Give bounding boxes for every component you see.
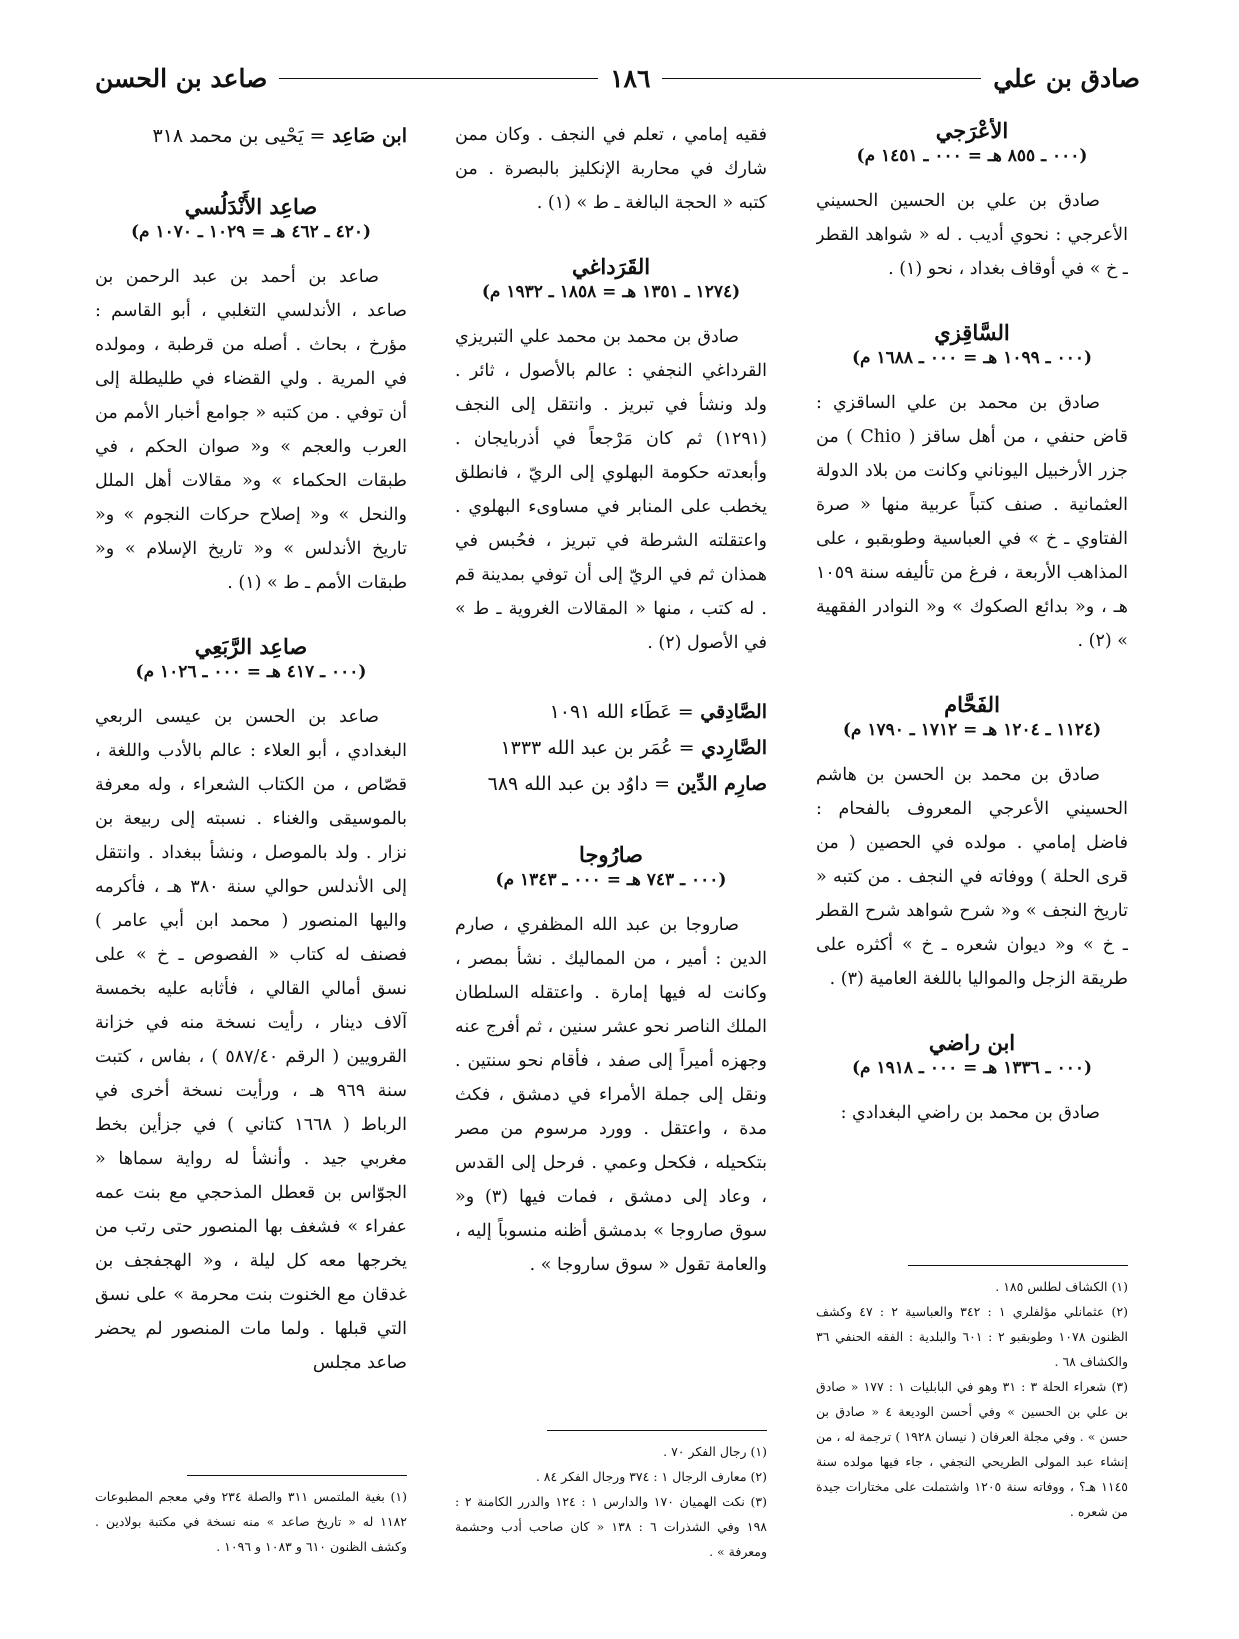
entry-dates: (٠٠٠ ـ ١٣٣٦ هـ = ٠٠٠ ـ ١٩١٨ م): [851, 1058, 1093, 1078]
entry-dates: (٠٠٠ ـ ١٠٩٩ هـ = ٠٠٠ ـ ١٦٨٨ م): [851, 348, 1093, 368]
footnote-rule: [187, 1475, 407, 1476]
xref-target: = داوُد بن عبد الله ٦٨٩: [487, 773, 671, 795]
entry: [816, 118, 1128, 286]
entry-body: صاعد بن أحمد بن عبد الرحمن بن صاعد ، الأندلسي التغلبي ، أبو القاسم : مؤرخ ، بحاث . أصله من قرطبة ، ومولده في المرية . ولي القضاء في طليطلة إلى أن توفي . من كتبه « جوامع أخبار الأمم من العرب والعجم » و« صوان الحكم ، في طبقات الحكماء » و« مقالات أهل الملل والنحل » و« إصلاح حركات النجوم » و« تاريخ الأندلس » و« تاريخ الإسلام » و« طبقات الأمم ـ ط » (١) .: [95, 267, 407, 593]
footnotes-right: [816, 1265, 1128, 1524]
entry-name: ابن راضي: [928, 1030, 1016, 1055]
cross-reference: [455, 766, 767, 802]
footnote: (٢) عثمانلي مؤلفلري ١ : ٣٤٢ والعباسية ٢ : ٤٧ وكشف الظنون ١٠٧٨ وطوبقبو ٢ : ٦٠١ والبلدية : الفقه الحنفي ٣٦ والكشاف ٦٨ .: [816, 1304, 1129, 1369]
entry-continuation: [455, 118, 767, 220]
cross-reference: [455, 730, 767, 766]
entry-body: فقيه إمامي ، تعلم في النجف . وكان ممن شارك في محاربة الإنكليز بالبصرة . من كتبه « الحجة البالغة ـ ط » (١) .: [455, 125, 767, 213]
entry-dates: (١١٢٤ ـ ١٢٠٤ هـ = ١٧١٢ ـ ١٧٩٠ م): [842, 720, 1102, 740]
cross-references: [455, 694, 767, 802]
entry-name: الفَحَّام: [944, 692, 1000, 717]
footnote: (٢) معارف الرجال ١ : ٣٧٤ ورجال الفكر ٨٤ .: [535, 1469, 767, 1484]
xref-head: ابن صَاعِد: [332, 125, 407, 147]
entry-name: صاعِد الأَنْدَلُسي: [184, 194, 318, 219]
xref-head: الصَّادِقي: [700, 701, 767, 723]
running-head-left: صاعد بن الحسن: [95, 63, 268, 93]
cross-reference: [455, 694, 767, 730]
column-middle: [455, 118, 767, 1488]
entry: [95, 634, 407, 1380]
entry: [816, 692, 1128, 996]
xref-target: = عُمَر بن عبد الله ١٣٣٣: [500, 737, 695, 759]
entry-dates: (٠٠٠ ـ ٧٤٣ هـ = ٠٠٠ ـ ١٣٤٣ م): [495, 870, 727, 890]
xref-head: صارِم الدِّين: [676, 773, 767, 795]
footnote: (٣) شعراء الحلة ٣ : ٣١ وهو في البابليات ١ : ١٧٧ « صادق بن علي بن الحسين » وفي أحسن الوديعة ٤ « صادق بن حسن » . وفي مجلة العرفان ( نيسان ١٩٢٨ ) ترجمة له ، من إنشاء عبد المولى الطريحي النجفي ، جاء فيها مولده سنة ١١٤٥ هـ؟ ، ووفاته سنة ١٢٠٥ واشتملت على مختارات جيدة من شعره .: [816, 1379, 1129, 1519]
entry-dates: (٠٠٠ ـ ٨٥٥ هـ = ٠٠٠ ـ ١٤٥١ م): [856, 146, 1088, 166]
entry: [95, 194, 407, 600]
entry-name: صاعِد الرَّبَعِي: [194, 634, 308, 659]
footnotes-middle: [455, 1430, 767, 1564]
entry-dates: (١٢٧٤ ـ ١٣٥١ هـ = ١٨٥٨ ـ ١٩٣٢ م): [481, 282, 741, 302]
entry-body: صاعد بن الحسن بن عيسى الربعي البغدادي ، أبو العلاء : عالم بالأدب واللغة ، قصّاص ، من الكتاب الشعراء ، وله معرفة بالموسيقى والغناء . نسبته إلى ربيعة بن نزار . ولد بالموصل ، ونشأ ببغداد . وانتقل إلى الأندلس حوالي سنة ٣٨٠ هـ ، فأكرمه واليها المنصور ( محمد ابن أبي عامر ) فصنف له كتاب « الفصوص ـ خ » على نسق أمالي القالي ، فأثابه عليه بخمسة آلاف دينار ، رأيت نسخة منه في خزانة القرويين ( الرقم ٥٨٧/٤٠ ) ، بفاس ، كتبت سنة ٩٦٩ هـ ، ورأيت نسخة أخرى في الرباط ( ١٦٦٨ كتاني ) في جزأين بخط مغربي جيد . وأنشأ له رواية سماها « الجوّاس بن قعطل المذحجي مع بنت عمه عفراء » فشغف بها المنصور حتى رتب من يخرجها معه كل ليلة ، و« الهجفجف بن غدقان مع الخنوت بنت محرمة » على نسق التي قبلها . ولما مات المنصور لم يحضر صاعد مجلس: [95, 707, 407, 1373]
entry-body: صاروجا بن عبد الله المظفري ، صارم الدين : أمير ، من المماليك . نشأ بمصر ، وكانت له فيها إمارة . واعتقله السلطان الملك الناصر نحو عشر سنين ، ثم أفرج عنه وجهزه أميراً إلى صفد ، فأقام نحو سنتين . ونقل إلى جملة الأمراء في دمشق ، فكث مدة ، واعتقل . وورد مرسوم من مصر بتكحيله ، فكحل وعمي . فرحل إلى القدس ، وعاد إلى دمشق ، فمات فيها (٣) و« سوق صاروجا » بدمشق أظنه منسوباً إليه ، والعامة تقول « سوق ساروجا » .: [455, 915, 767, 1275]
entry-body: صادق بن محمد بن محمد علي التبريزي القرداغي النجفي : عالم بالأصول ، ثائر . ولد ونشأ في تبريز . وانتقل إلى النجف (١٢٩١) ثم كان مَرْجعاً في أذربايجان . وأبعدته حكومة البهلوي إلى الريّ ، فانطلق يخطب على المنابر في مساوىء البهلوي . واعتقلته الشرطة في تبريز ، فحُبس في همذان ثم في الريّ إلى أن توفي بمدينة قم . له كتب ، منها « المقالات الغروية ـ ط » في الأصول (٢) .: [455, 327, 767, 653]
footnote: (١) رجال الفكر ٧٠ .: [663, 1444, 767, 1459]
xref-head: الصَّارِدي: [701, 737, 767, 759]
entry-dates: (٤٢٠ ـ ٤٦٢ هـ = ١٠٢٩ ـ ١٠٧٠ م): [130, 222, 372, 242]
running-header: [95, 60, 1140, 96]
entry-dates: (٠٠٠ ـ ٤١٧ هـ = ٠٠٠ ـ ١٠٢٦ م): [135, 662, 367, 682]
footnote: (٣) نكت الهميان ١٧٠ والدارس ١ : ١٢٤ والدرر الكامنة ٢ : ١٩٨ وفي الشذرات ٦ : ١٣٨ « كان صاحب أدب وحشمة ومعرفة » .: [455, 1494, 768, 1559]
entry-name: السَّاقِزي: [934, 320, 1010, 345]
footnote-rule: [908, 1265, 1128, 1266]
footnotes-left: [95, 1475, 407, 1559]
cross-reference: [95, 118, 407, 154]
footnote-rule: [547, 1430, 767, 1431]
entry: [455, 842, 767, 1282]
xref-target: = يَحْيى بن محمد ٣١٨: [152, 125, 326, 147]
running-head-right: صادق بن علي: [993, 63, 1140, 93]
header-rule: [279, 78, 598, 79]
entry-body: صادق بن محمد بن الحسن بن هاشم الحسيني الأعرجي المعروف بالفحام : فاضل إمامي . مولده في الحصين ( من قرى الحلة ) ووفاته في النجف . من كتبه « تاريخ النجف » و« شرح شواهد شرح القطر ـ خ » و« ديوان شعره ـ خ » أكثره على طريقة الزجل والمواليا باللغة العامية (٣) .: [816, 765, 1128, 989]
footnote: (١) بغية الملتمس ٣١١ والصلة ٢٣٤ وفي معجم المطبوعات ١١٨٢ له « تاريخ صاعد » منه نسخة في مكتبة بولادين . وكشف الظنون ٦١٠ و ١٠٨٣ و ١٠٩٦ .: [95, 1489, 407, 1554]
page-number: ١٨٦: [610, 63, 651, 93]
entry-body: صادق بن محمد بن راضي البغدادي :: [840, 1103, 1100, 1123]
xref-target: = عَطَاء الله ١٠٩١: [549, 701, 694, 723]
header-rule: [662, 78, 981, 79]
footnote: (١) الكشاف لطلس ١٨٥ .: [995, 1279, 1128, 1294]
entry-name: الأَعْرَجي: [935, 118, 1009, 143]
column-left: [95, 118, 407, 1488]
cross-references: [95, 118, 407, 154]
entry: [455, 254, 767, 660]
entry: [816, 320, 1128, 658]
entry: [816, 1030, 1128, 1130]
entry-name: صارُوجا: [579, 842, 643, 867]
entry-name: القَرَداغي: [571, 254, 651, 279]
entry-body: صادق بن محمد بن علي الساقزي : قاض حنفي ، من أهل ساقز ( Chio ) من جزر الأرخبيل اليوناني وكانت من بلاد الدولة العثمانية . صنف كتباً عربية منها « صرة الفتاوي ـ خ » في العباسية وطوبقبو ، على المذاهب الأربعة ، فرغ من تأليفه سنة ١٠٥٩ هـ ، و« بدائع الصكوك » و« النوادر الفقهية » (٢) .: [816, 393, 1128, 651]
entry-body: صادق بن علي بن الحسين الحسيني الأعرجي : نحوي أديب . له « شواهد القطر ـ خ » في أوقاف بغداد ، نحو (١) .: [816, 191, 1128, 279]
